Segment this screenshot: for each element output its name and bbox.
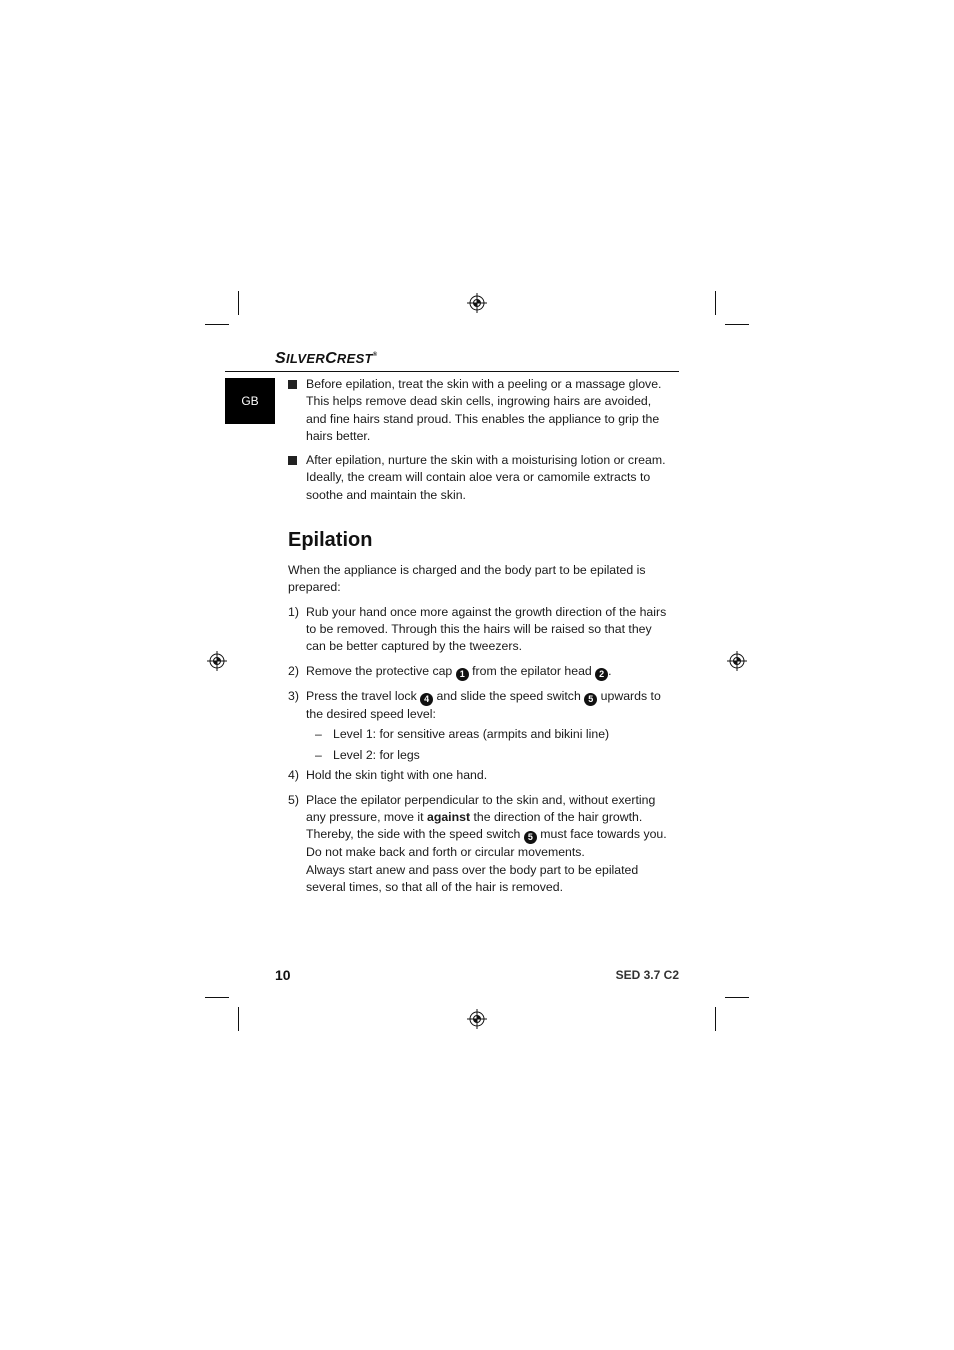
dash-marker: – — [315, 726, 322, 741]
list-item — [288, 376, 668, 445]
part-reference-badge: 2 — [595, 668, 608, 681]
step-text: from the epilator head — [468, 663, 596, 678]
brand-letters: REST — [336, 351, 373, 366]
part-reference-badge: 5 — [584, 693, 597, 706]
step-text: Rub your hand once more against the growth direction of the hairs to be removed. Through this the hairs will be raised so that they can be better captured by the tweezers. — [306, 604, 667, 654]
step-number: 1) — [288, 604, 299, 619]
crop-mark — [725, 997, 749, 998]
page-number: 10 — [275, 967, 291, 983]
bullet-text: Before epilation, treat the skin with a peeling or a massage glove. This helps remove dead skin cells, ingrowing hairs are avoided, and fine hairs stand proud. This enables the appliance to grip the hairs better. — [306, 377, 662, 443]
step-number: 5) — [288, 792, 299, 807]
sub-item-text: Level 1: for sensitive areas (armpits and bikini line) — [333, 726, 610, 741]
sub-item-text: Level 2: for legs — [333, 748, 420, 763]
part-reference-badge: 1 — [456, 668, 469, 681]
crop-mark — [715, 291, 716, 315]
step-text: Hold the skin tight with one hand. — [306, 768, 488, 783]
step-text: . — [608, 663, 612, 678]
step-text: upwards to the desired speed level: — [306, 688, 661, 721]
step-text: Remove the protective cap — [306, 663, 456, 678]
section-title: Epilation — [288, 529, 373, 552]
brand-letter: C — [325, 350, 337, 367]
step-text: the direction of the hair growth. Thereby, the side with the speed switch — [306, 810, 643, 842]
emphasis-text: against — [426, 810, 471, 825]
step-item — [288, 663, 668, 681]
part-reference-badge: 4 — [420, 693, 433, 706]
page-content — [288, 376, 668, 903]
crop-mark — [238, 1007, 239, 1031]
crop-mark — [715, 1007, 716, 1031]
bullet-square-icon — [288, 456, 297, 465]
bullet-square-icon — [288, 380, 297, 389]
part-reference-badge: 5 — [524, 831, 537, 844]
step-number: 2) — [288, 663, 299, 678]
step-number: 4) — [288, 768, 299, 783]
crop-mark — [238, 291, 239, 315]
language-tab: GB — [225, 378, 275, 424]
step-item — [288, 767, 668, 784]
dash-marker: – — [315, 748, 322, 763]
registration-mark-icon — [727, 651, 747, 671]
crop-mark — [205, 324, 229, 325]
registered-mark: ® — [372, 352, 378, 358]
section-intro: When the appliance is charged and the body part to be epilated is prepared: — [288, 563, 646, 595]
step-text: Press the travel lock — [306, 688, 421, 703]
step-text: Always start anew and pass over the body part to be epilated several times, so that all of the hair is removed. — [306, 862, 639, 894]
step-text: must face towards you. Do not make back and forth or circular movements. — [306, 827, 667, 860]
crop-mark — [725, 324, 749, 325]
bullet-text: After epilation, nurture the skin with a moisturising lotion or cream. Ideally, the cream will contain aloe vera or camomile extracts to soothe and maintain the skin. — [306, 453, 666, 502]
step-text: and slide the speed switch — [433, 688, 585, 703]
step-text: Place the epilator perpendicular to the skin and, without exerting any pressure, move it — [306, 792, 656, 825]
brand-letters: ILVER — [285, 351, 326, 366]
registration-mark-icon — [207, 651, 227, 671]
model-number: SED 3.7 C2 — [615, 968, 679, 982]
step-item — [288, 604, 668, 656]
brand-logo — [275, 350, 378, 368]
sub-list-item — [288, 726, 668, 743]
brand-letter: S — [275, 350, 286, 367]
step-item — [288, 688, 668, 723]
registration-mark-icon — [467, 293, 487, 313]
sub-list-item — [288, 747, 668, 764]
crop-mark — [205, 997, 229, 998]
registration-mark-icon — [467, 1009, 487, 1029]
step-number: 3) — [288, 688, 299, 703]
header-rule — [225, 371, 679, 372]
step-item — [288, 792, 668, 896]
list-item — [288, 452, 668, 504]
